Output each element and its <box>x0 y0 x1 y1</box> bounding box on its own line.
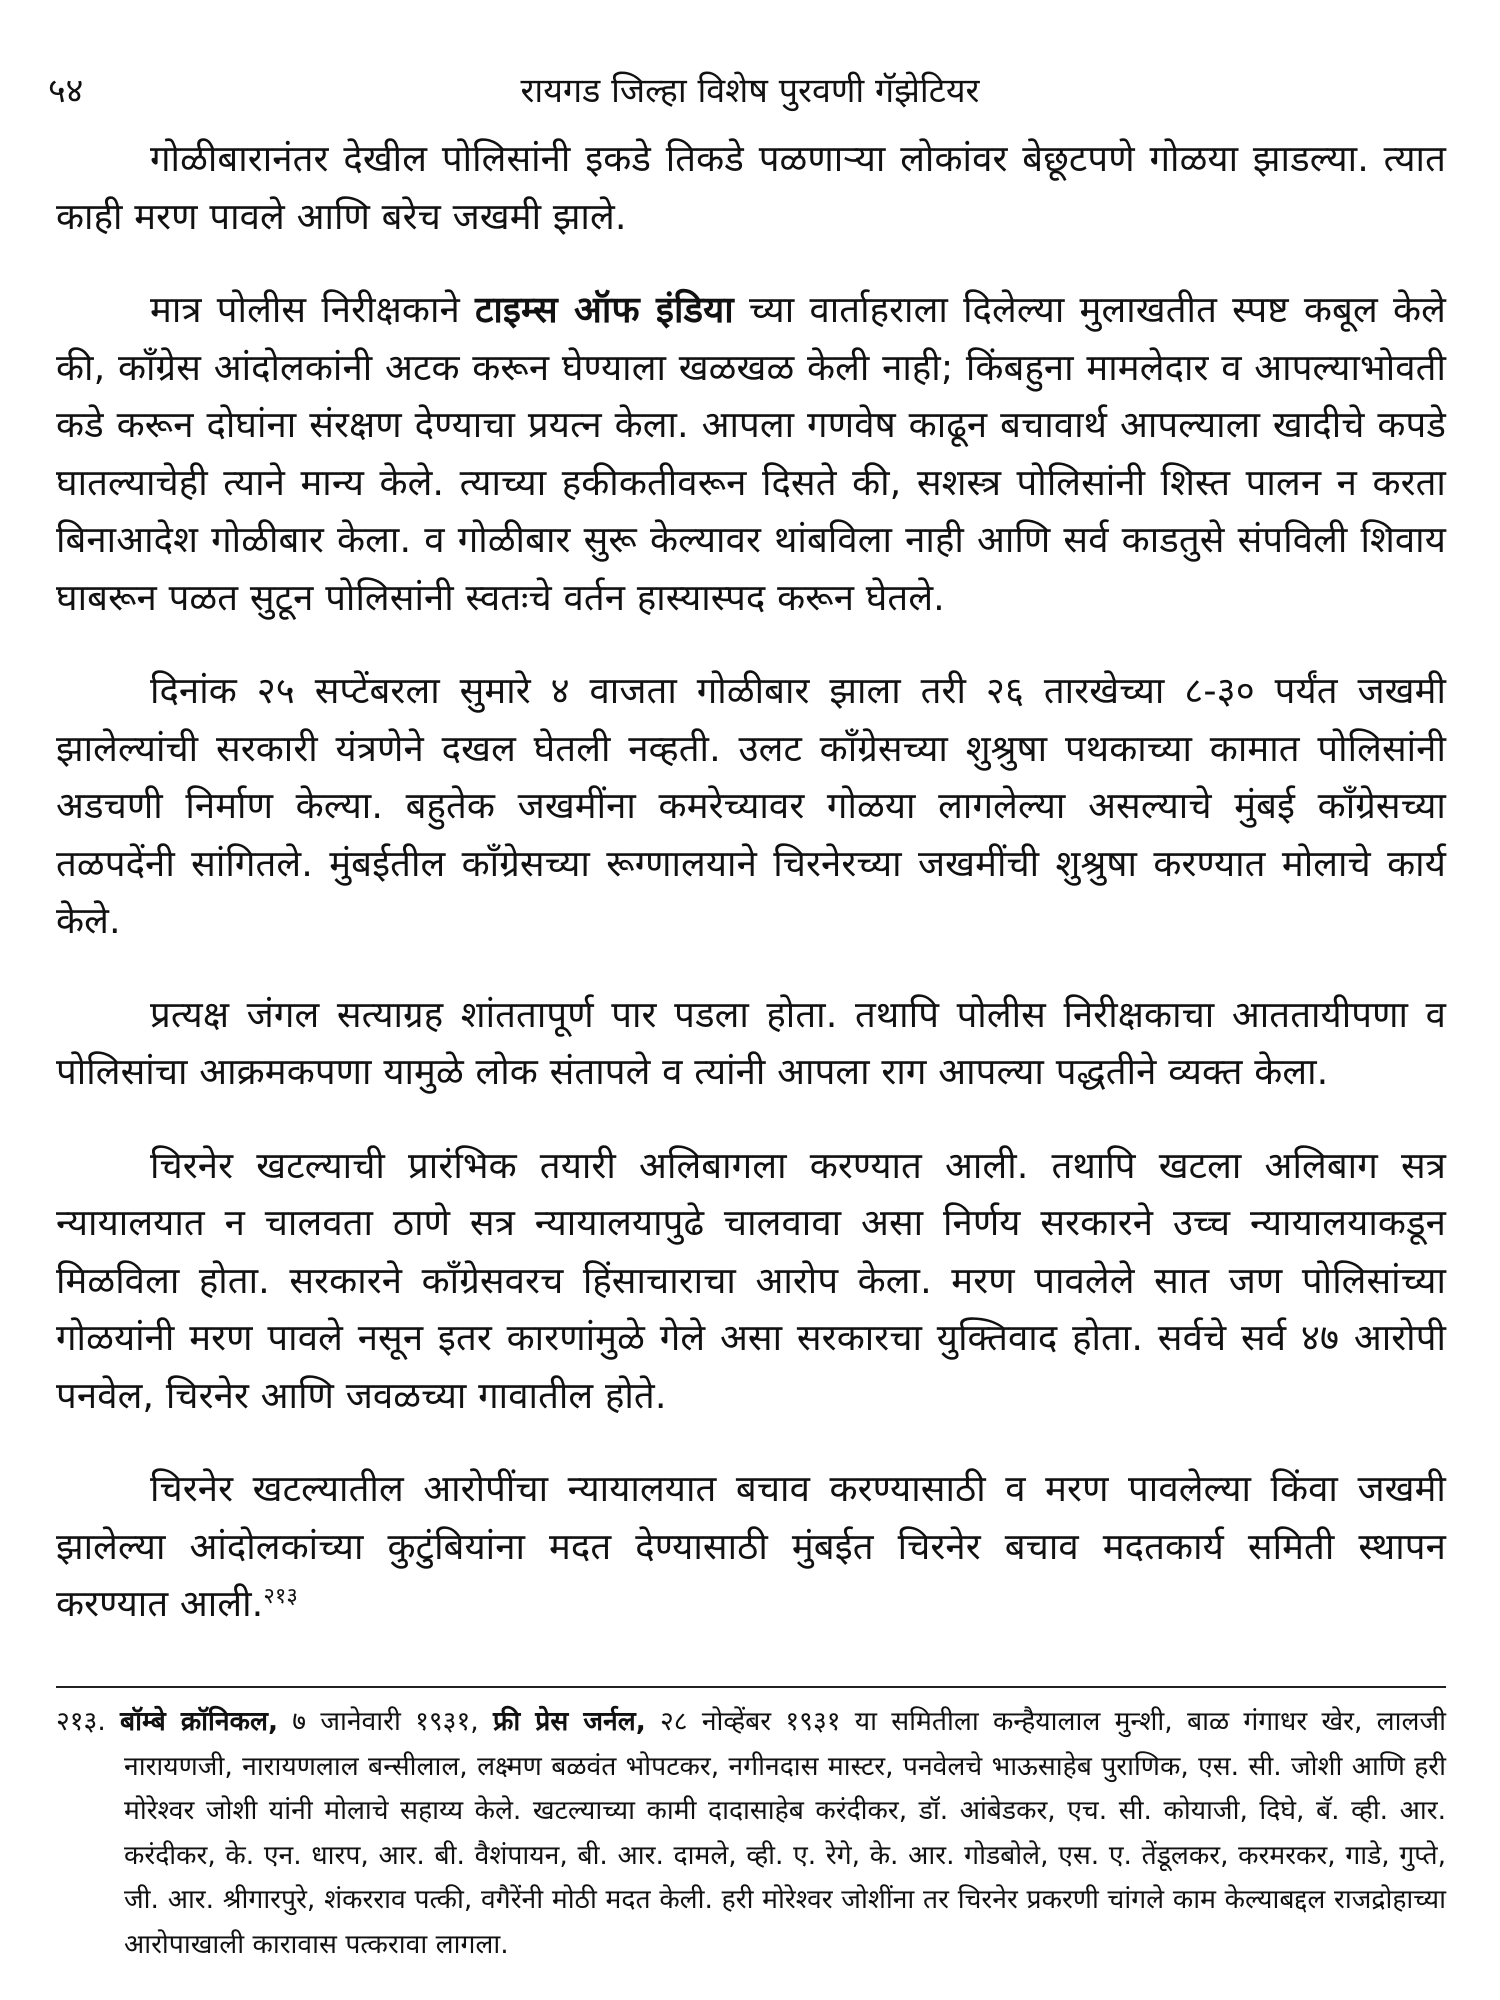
page-header <box>48 66 1452 122</box>
source-title: फ्री प्रेस जर्नल, <box>492 1706 646 1737</box>
paragraph-text: दिनांक २५ सप्टेंबरला सुमारे ४ वाजता गोळीबार झाला तरी २६ तारखेच्या ८-३० पर्यंत जखमी झालेल्यांची सरकारी यंत्रणेने दखल घेतली नव्हती. उलट काँग्रेसच्या शुश्रुषा पथकाच्या कामात पोलिसांनी अडचणी निर्माण केल्या. बहुतेक जखमींना कमरेच्यावर गोळया लागलेल्या असल्याचे मुंबई काँग्रेसच्या तळपदेंनी सांगितले. मुंबईतील काँग्रेसच्या रूग्णालयाने चिरनेरच्या जखमींची शुश्रुषा करण्यात मोलाचे कार्य केले. <box>56 669 1446 942</box>
footnote-text: ७ जानेवारी १९३१, <box>278 1706 493 1737</box>
paragraph-2 <box>56 281 1446 626</box>
footnote-reference[interactable]: २१३ <box>263 1583 298 1609</box>
page-number: ५४ <box>48 71 84 111</box>
footnote-number: २१३. <box>56 1706 106 1737</box>
paragraph-3 <box>56 662 1446 950</box>
paragraph-text: चिरनेर खटल्यातील आरोपींचा न्यायालयात बचाव करण्यासाठी व मरण पावलेल्या किंवा जखमी झालेल्या आंदोलकांच्या कुटुंबियांना मदत देण्यासाठी मुंबईत चिरनेर बचाव मदतकार्य समिती स्थापन करण्यात आली. <box>56 1467 1446 1625</box>
newspaper-title: टाइम्स ऑफ इंडिया <box>475 288 734 331</box>
paragraph-1 <box>56 130 1446 245</box>
paragraph-6 <box>56 1460 1446 1633</box>
footnote-text: २८ नोव्हेंबर १९३१ या समितीला कन्हैयालाल मुन्शी, बाळ गंगाधर खेर, लालजी नारायणजी, नारायणलाल बन्सीलाल, लक्ष्मण बळवंत भोपटकर, नगीनदास मास्टर, पनवेलचे भाऊसाहेब पुराणिक, एस. सी. जोशी आणि हरी मोरेश्वर जोशी यांनी मोलाचे सहाय्य केले. खटल्याच्या कामी दादासाहेब करंदीकर, डॉ. आंबेडकर, एच. सी. कोयाजी, दिघे, बॅ. व्ही. आर. करंदीकर, के. एन. धारप, आर. बी. वैशंपायन, बी. आर. दामले, व्ही. ए. रेगे, के. आर. गोडबोले, एस. ए. तेंडूलकर, करमरकर, गाडे, गुप्ते, जी. आर. श्रीगारपुरे, शंकरराव पत्की, वगैरेंनी मोठी मदत केली. हरी मोरेश्वर जोशींना तर चिरनेर प्रकरणी चांगले काम केल्याबद्दल राजद्रोहाच्या आरोपाखाली कारावास पत्करावा लागला. <box>124 1706 1446 1960</box>
footnote <box>56 1700 1446 1968</box>
paragraph-5 <box>56 1137 1446 1425</box>
paragraph-text: च्या वार्ताहराला दिलेल्या मुलाखतीत स्पष्ट कबूल केले की, काँग्रेस आंदोलकांनी अटक करून घेण्याला खळखळ केली नाही; किंबहुना मामलेदार व आपल्याभोवती कडे करून दोघांना संरक्षण देण्याचा प्रयत्न केला. आपला गणवेष काढून बचावार्थ आपल्याला खादीचे कपडे घातल्याचेही त्याने मान्य केले. त्याच्या हकीकतीवरून दिसते की, सशस्त्र पोलिसांनी शिस्त पालन न करता बिनाआदेश गोळीबार केला. व गोळीबार सुरू केल्यावर थांबविला नाही आणि सर्व काडतुसे संपविली शिवाय घाबरून पळत सुटून पोलिसांनी स्वतःचे वर्तन हास्यास्पद करून घेतले. <box>56 288 1446 619</box>
body-text <box>56 130 1446 1669</box>
paragraph-4 <box>56 986 1446 1101</box>
paragraph-text: मात्र पोलीस निरीक्षकाने <box>150 288 476 331</box>
footnote-divider <box>56 1686 1446 1688</box>
running-title: रायगड जिल्हा विशेष पुरवणी गॅझेटियर <box>520 71 980 111</box>
paragraph-text: प्रत्यक्ष जंगल सत्याग्रह शांततापूर्ण पार पडला होता. तथापि पोलीस निरीक्षकाचा आततायीपणा व पोलिसांचा आक्रमकपणा यामुळे लोक संतापले व त्यांनी आपला राग आपल्या पद्धतीने व्यक्त केला. <box>56 992 1446 1093</box>
paragraph-text: चिरनेर खटल्याची प्रारंभिक तयारी अलिबागला करण्यात आली. तथापि खटला अलिबाग सत्र न्यायालयात न चालवता ठाणे सत्र न्यायालयापुढे चालवावा असा निर्णय सरकारने उच्च न्यायालयाकडून मिळविला होता. सरकारने काँग्रेसवरच हिंसाचाराचा आरोप केला. मरण पावलेले सात जण पोलिसांच्या गोळयांनी मरण पावले नसून इतर कारणांमुळे गेले असा सरकारचा युक्तिवाद होता. सर्वचे सर्व ४७ आरोपी पनवेल, चिरनेर आणि जवळच्या गावातील होते. <box>56 1143 1446 1417</box>
source-title: बॉम्बे क्रॉनिकल, <box>120 1706 279 1737</box>
paragraph-text: गोळीबारानंतर देखील पोलिसांनी इकडे तिकडे पळणाऱ्या लोकांवर बेछूटपणे गोळया झाडल्या. त्यात काही मरण पावले आणि बरेच जखमी झाले. <box>56 137 1446 238</box>
